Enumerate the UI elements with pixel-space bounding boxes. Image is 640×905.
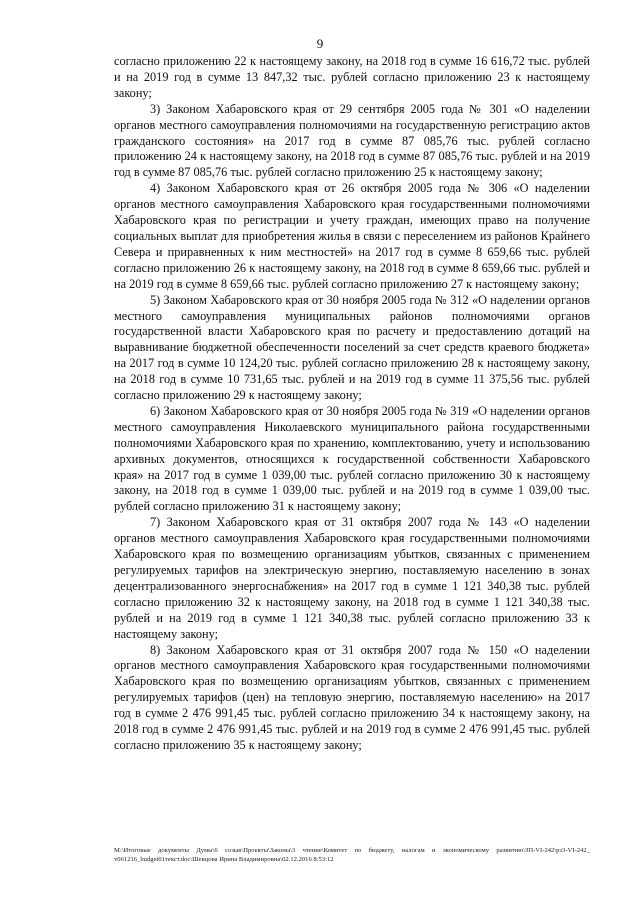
paragraph-item-4: 4) Законом Хабаровского края от 26 октября 2005 года № 306 «О наделении органов местного самоуправления Хабаровского края государственными полномочиями Хабаровского края по регистрации и учету граждан, имеющих право на получение социальных выплат для приобретения жилья в связи с переселением из районов Крайнего Севера и приравненных к ним местностей» на 2017 год в сумме 8 659,66 тыс. рублей согласно приложению 26 к настоящему закону, на 2018 год в сумме 8 659,66 тыс. рублей и на 2019 год в сумме 8 659,66 тыс. рублей согласно приложению 27 к настоящему закону;	[114, 181, 590, 291]
body-text	[114, 54, 590, 754]
paragraph-item-6: 6) Законом Хабаровского края от 30 ноября 2005 года № 319 «О наделении органов местного самоуправления Николаевского муниципального района государственными полномочиями Хабаровского края по хранению, комплектованию, учету и использованию архивных документов, относящихся к государственной собственности Хабаровского края» на 2017 год в сумме 1 039,00 тыс. рублей согласно приложению 30 к настоящему закону, на 2018 год в сумме 1 039,00 тыс. рублей и на 2019 год в сумме 1 039,00 тыс. рублей согласно приложению 31 к настоящему закону;	[114, 403, 590, 514]
paragraph-item-3: 3) Законом Хабаровского края от 29 сентября 2005 года № 301 «О наделении органов местного самоуправления полномочиями на государственную регистрацию актов гражданского состояния» на 2017 год в сумме 87 085,76 тыс. рублей согласно приложению 24 к настоящему закону, на 2018 год в сумме 87 085,76 тыс. рублей и на 2019 год в сумме 87 085,76 тыс. рублей согласно приложению 25 к настоящему закону;	[114, 101, 590, 180]
paragraph-item-5: 5) Законом Хабаровского края от 30 ноября 2005 года № 312 «О наделении органов местного самоуправления муниципальных районов полномочиями органов государственной власти Хабаровского края по расчету и предоставлению дотаций на выравнивание бюджетной обеспеченности поселений за счет средств краевого бюджета» на 2017 год в сумме 10 124,20 тыс. рублей согласно приложению 28 к настоящему закону, на 2018 год в сумме 10 731,65 тыс. рублей и на 2019 год в сумме 11 375,56 тыс. рублей согласно приложению 29 к настоящему закону;	[114, 292, 590, 403]
paragraph-item-8: 8) Законом Хабаровского края от 31 октября 2007 года № 150 «О наделении органов местного самоуправления Хабаровского края государственными полномочиями Хабаровского края по возмещению организациям убытков, связанных с применением регулируемых тарифов (цен) на тепловую энергию, поставляемую населению» на 2017 год в сумме 2 476 991,45 тыс. рублей согласно приложению 34 к настоящему закону, на 2018 год в сумме 2 476 991,45 тыс. рублей и на 2019 год в сумме 2 476 991,45 тыс. рублей согласно приложению 35 к настоящему закону;	[114, 642, 590, 752]
file-path-footer: M:\Итоговые документы Думы\6 созыв\Проекты\Законы\3 чтение\Комитет по бюджету, налогам и экономическому развитию\ЗП-VI-242\рз3-VI-242_ v061216_budget01текст.doc\Шевцова Ирина Владимировна\02.12.2016 8:53:12	[114, 847, 590, 863]
paragraph-continuation: согласно приложению 22 к настоящему закону, на 2018 год в сумме 16 616,72 тыс. рублей и на 2019 год в сумме 13 847,32 тыс. рублей согласно приложению 23 к настоящему закону;	[114, 54, 590, 100]
page-number: 9	[316, 36, 324, 51]
paragraph-item-7: 7) Законом Хабаровского края от 31 октября 2007 года № 143 «О наделении органов местного самоуправления Хабаровского края государственными полномочиями Хабаровского края по возмещению организациям убытков, связанных с применением регулируемых тарифов на электрическую энергию, поставляемую населению в зонах децентрализованного энергоснабжения» на 2017 год в сумме 1 121 340,38 тыс. рублей согласно приложению 32 к настоящему закону, на 2018 год в сумме 1 121 340,38 тыс. рублей и на 2019 год в сумме 1 121 340,38 тыс. рублей согласно приложению 33 к настоящему закону;	[114, 515, 590, 641]
